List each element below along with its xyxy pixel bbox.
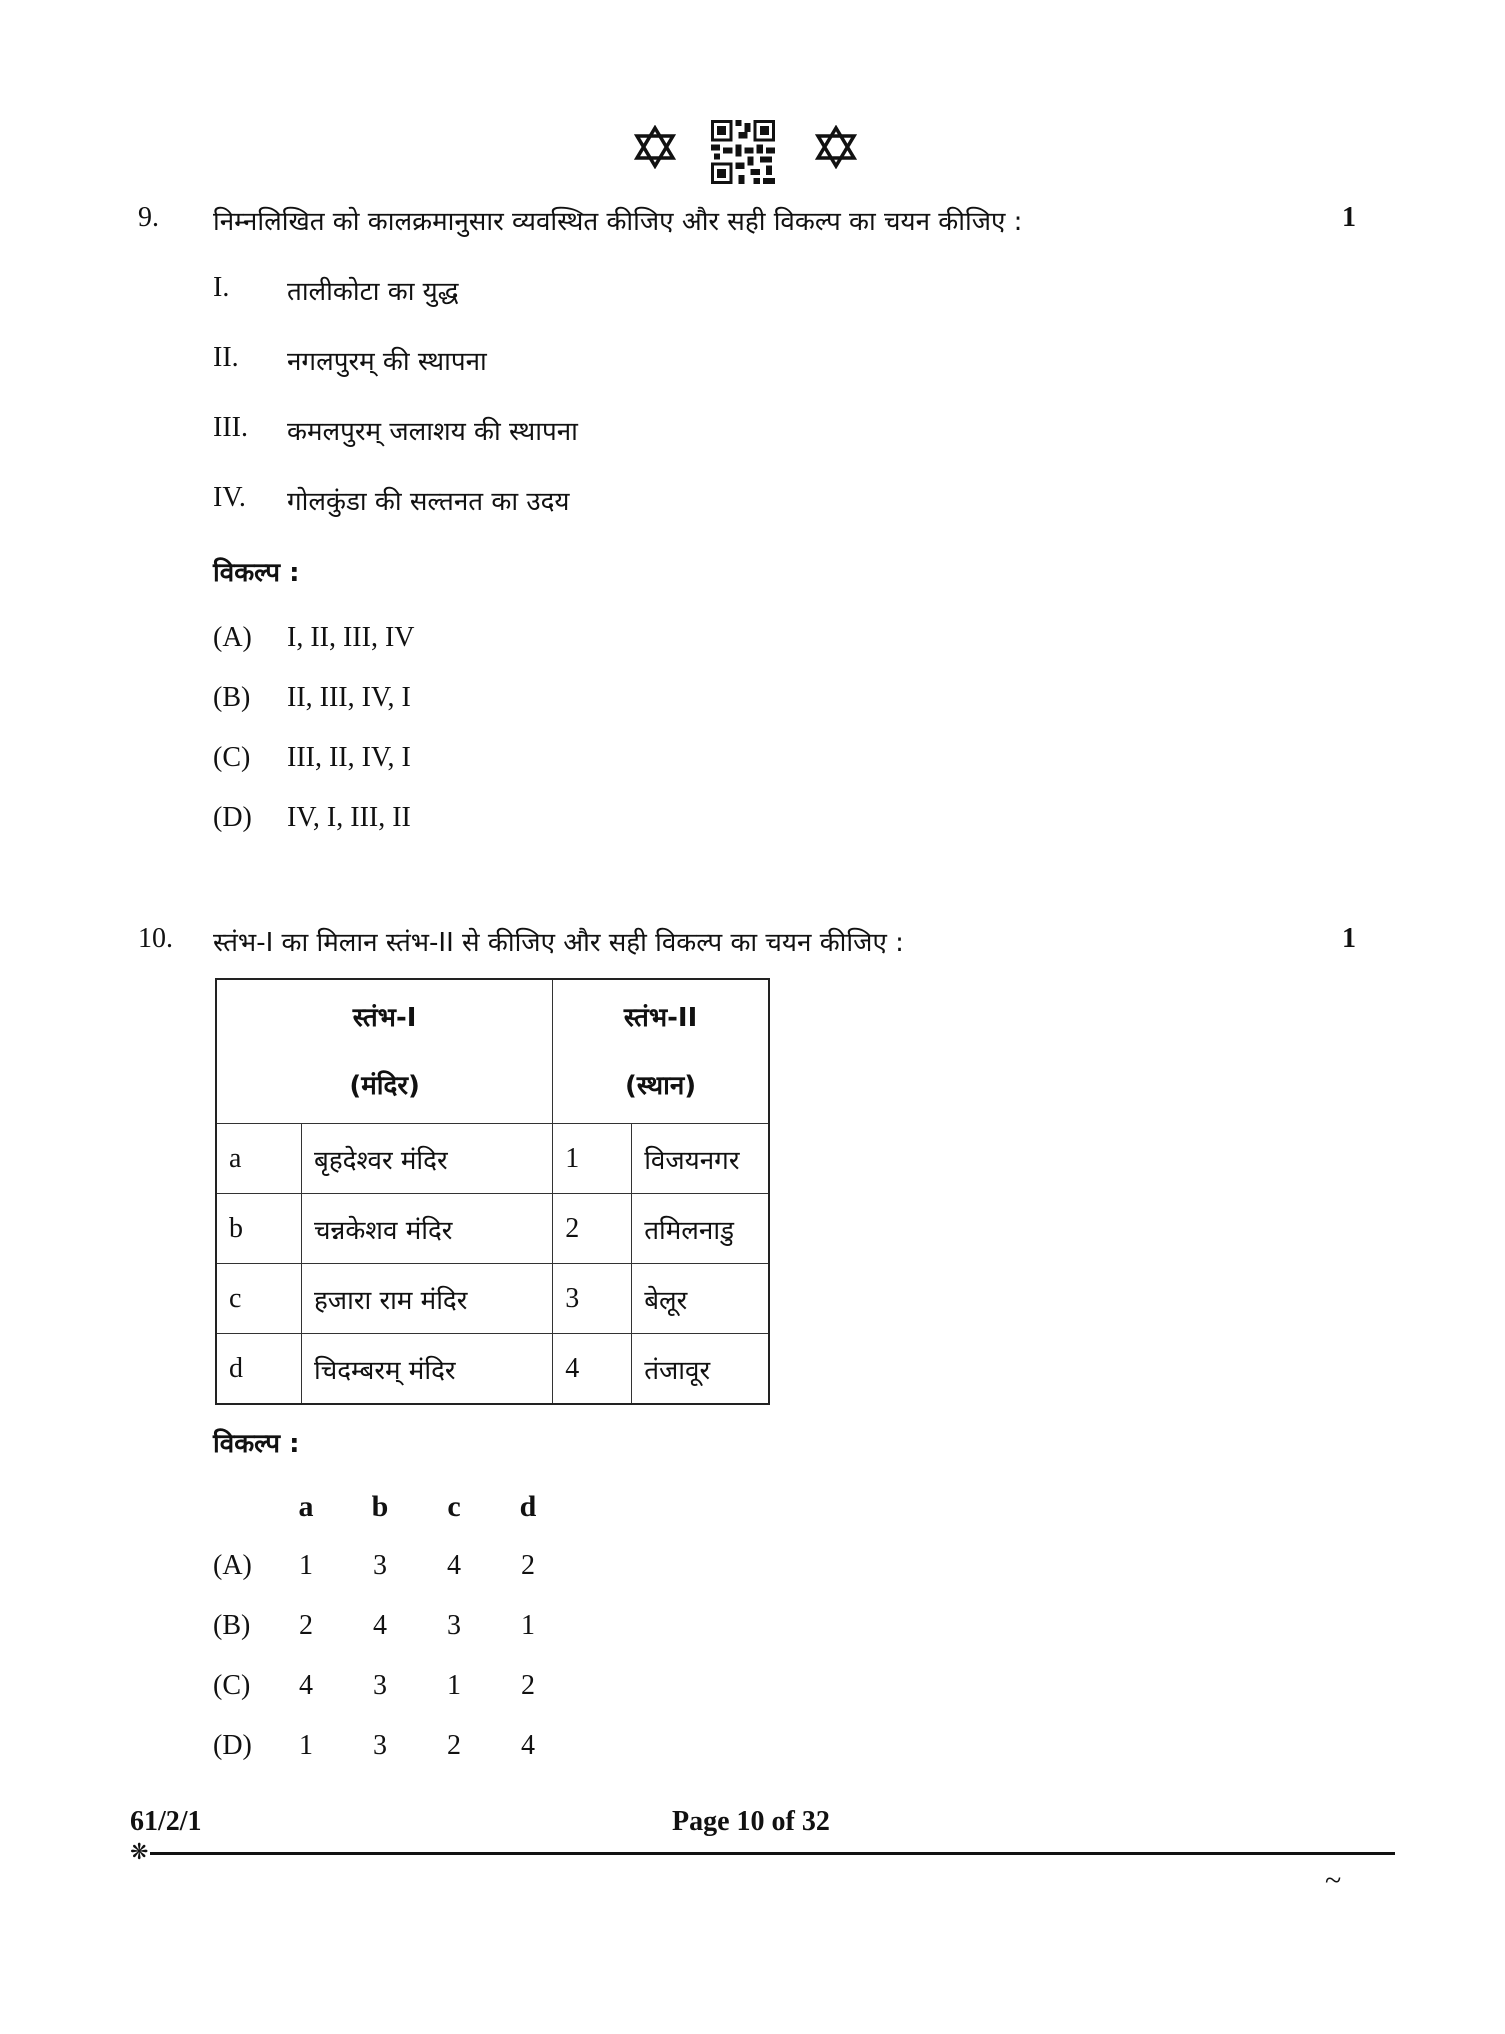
table-row — [216, 1194, 769, 1264]
option-cell: 4 — [521, 1730, 535, 1761]
row-key: b — [216, 1194, 302, 1264]
item-text: नगलपुरम् की स्थापना — [287, 347, 487, 377]
footer-divider — [150, 1852, 1395, 1855]
table-row — [216, 1264, 769, 1334]
column-subtitle: (मंदिर) — [349, 1070, 420, 1101]
temple-name: बृहदेश्वर मंदिर — [302, 1124, 553, 1194]
option-value: II, III, IV, I — [287, 682, 411, 713]
row-key: a — [216, 1124, 302, 1194]
option-cell: 2 — [447, 1730, 461, 1761]
option-letter: (D) — [213, 1730, 252, 1761]
option-cell: 4 — [373, 1610, 387, 1641]
option-cell: 2 — [299, 1610, 313, 1641]
item-text: तालीकोटा का युद्ध — [287, 277, 459, 307]
item-roman: III. — [213, 412, 248, 443]
option-letter: (B) — [213, 682, 251, 713]
place-name: तमिलनाडु — [632, 1194, 769, 1264]
question-text: स्तंभ-I का मिलान स्तंभ-II से कीजिए और सही विकल्प का चयन कीजिए : — [213, 928, 904, 958]
temple-name: चिदम्बरम् मंदिर — [302, 1334, 553, 1405]
place-name: बेलूर — [632, 1264, 769, 1334]
option-cell: 1 — [447, 1670, 461, 1701]
option-cell: 2 — [521, 1670, 535, 1701]
option-cell: 3 — [373, 1730, 387, 1761]
option-cell: 1 — [299, 1730, 313, 1761]
flower-icon: ❋ — [130, 1840, 149, 1865]
column-subtitle: (स्थान) — [625, 1070, 697, 1101]
place-number: 2 — [553, 1194, 632, 1264]
column-2-header — [553, 979, 769, 1124]
grid-header: b — [371, 1490, 389, 1523]
item-roman: IV. — [213, 482, 246, 513]
option-cell: 1 — [299, 1550, 313, 1581]
option-cell: 3 — [373, 1670, 387, 1701]
row-key: c — [216, 1264, 302, 1334]
place-number: 4 — [553, 1334, 632, 1405]
star-of-david-icon — [814, 125, 858, 169]
column-title: स्तंभ-II — [623, 1002, 698, 1033]
option-letter: (C) — [213, 1670, 251, 1701]
match-table — [215, 978, 770, 1405]
options-label: विकल्प : — [213, 1429, 300, 1459]
item-text: कमलपुरम् जलाशय की स्थापना — [287, 417, 578, 447]
question-number: 9. — [138, 202, 159, 233]
place-number: 1 — [553, 1124, 632, 1194]
table-row — [216, 1124, 769, 1194]
page-number: Page 10 of 32 — [672, 1806, 830, 1837]
qr-code-icon — [711, 120, 775, 184]
star-of-david-icon — [633, 125, 677, 169]
option-letter: (D) — [213, 802, 252, 833]
question-number: 10. — [138, 923, 173, 954]
table-header-row — [216, 979, 769, 1124]
option-value: IV, I, III, II — [287, 802, 411, 833]
grid-header: d — [519, 1490, 537, 1523]
option-cell: 4 — [299, 1670, 313, 1701]
option-value: I, II, III, IV — [287, 622, 415, 653]
temple-name: हजारा राम मंदिर — [302, 1264, 553, 1334]
row-key: d — [216, 1334, 302, 1405]
question-text: निम्नलिखित को कालक्रमानुसार व्यवस्थित कीजिए और सही विकल्प का चयन कीजिए : — [213, 207, 1023, 237]
marks: 1 — [1342, 202, 1356, 233]
option-cell: 3 — [447, 1610, 461, 1641]
grid-header: c — [447, 1490, 461, 1523]
item-roman: I. — [213, 272, 230, 303]
grid-header: a — [298, 1490, 314, 1523]
option-cell: 1 — [521, 1610, 535, 1641]
marks: 1 — [1342, 923, 1356, 954]
table-row — [216, 1334, 769, 1405]
option-cell: 2 — [521, 1550, 535, 1581]
place-name: तंजावूर — [632, 1334, 769, 1405]
option-letter: (A) — [213, 1550, 252, 1581]
tilde-mark: ~ — [1325, 1864, 1342, 1897]
option-value: III, II, IV, I — [287, 742, 411, 773]
place-name: विजयनगर — [632, 1124, 769, 1194]
option-letter: (B) — [213, 1610, 251, 1641]
place-number: 3 — [553, 1264, 632, 1334]
temple-name: चन्नकेशव मंदिर — [302, 1194, 553, 1264]
options-label: विकल्प : — [213, 558, 300, 588]
paper-code: 61/2/1 — [130, 1806, 202, 1837]
column-1-header — [216, 979, 553, 1124]
item-roman: II. — [213, 342, 239, 373]
column-title: स्तंभ-I — [352, 1002, 417, 1033]
option-letter: (C) — [213, 742, 251, 773]
option-cell: 4 — [447, 1550, 461, 1581]
option-cell: 3 — [373, 1550, 387, 1581]
option-letter: (A) — [213, 622, 252, 653]
item-text: गोलकुंडा की सल्तनत का उदय — [287, 487, 570, 517]
